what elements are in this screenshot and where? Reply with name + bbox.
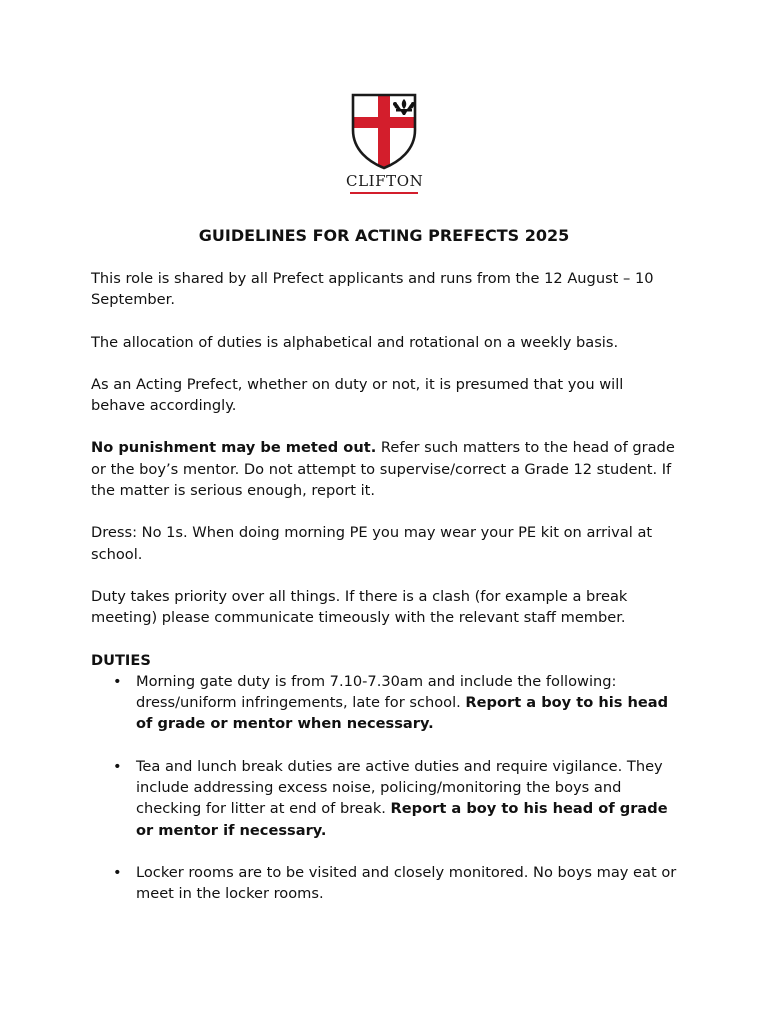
document-title: GUIDELINES FOR ACTING PREFECTS 2025 (198, 226, 570, 245)
punishment-emphasis: No punishment may be meted out. (91, 439, 377, 457)
duties-list (91, 671, 681, 905)
paragraph-punishment: No punishment may be meted out. Refer such matters to the head of grade or the boy’s mentor. Do not attempt to supervise/correct a Grade 12 student. If the matter is serious enough, report it. (91, 439, 675, 500)
bullet-icon: • (113, 672, 122, 690)
paragraph-priority: Duty takes priority over all things. If there is a clash (for example a break meeting) please communicate timeously with the relevant staff member. (91, 587, 628, 627)
logo-underline (350, 192, 418, 194)
paragraph-dates: This role is shared by all Prefect applicants and runs from the 12 August – 10 September. (91, 270, 654, 309)
paragraph-allocation: The allocation of duties is alphabetical and rotational on a weekly basis. (91, 333, 619, 351)
logo-wordmark: CLIFTON (346, 172, 424, 190)
bullet-icon: • (113, 863, 122, 881)
document-body (91, 268, 681, 926)
paragraph-dress: Dress: No 1s. When doing morning PE you may wear your PE kit on arrival at school. (91, 524, 653, 563)
list-item-break-duty: • Tea and lunch break duties are active duties and require vigilance. They include addressing excess noise, policing/monitoring the boys and checking for litter at end of break. Report a boy to his head of grade or mentor if necessary. (113, 757, 668, 839)
school-crest-icon (349, 92, 419, 170)
clifton-logo (346, 92, 422, 194)
paragraph-behaviour: As an Acting Prefect, whether on duty or not, it is presumed that you will behave accordingly. (91, 375, 624, 415)
list-item-locker-rooms: • Locker rooms are to be visited and closely monitored. No boys may eat or meet in the locker rooms. (113, 863, 677, 903)
list-item-gate-duty: • Morning gate duty is from 7.10-7.30am and include the following: dress/uniform infringements, late for school. Report a boy to his head of grade or mentor when necessary. (113, 672, 669, 733)
bullet-icon: • (113, 757, 122, 775)
duties-heading: DUTIES (91, 651, 151, 669)
